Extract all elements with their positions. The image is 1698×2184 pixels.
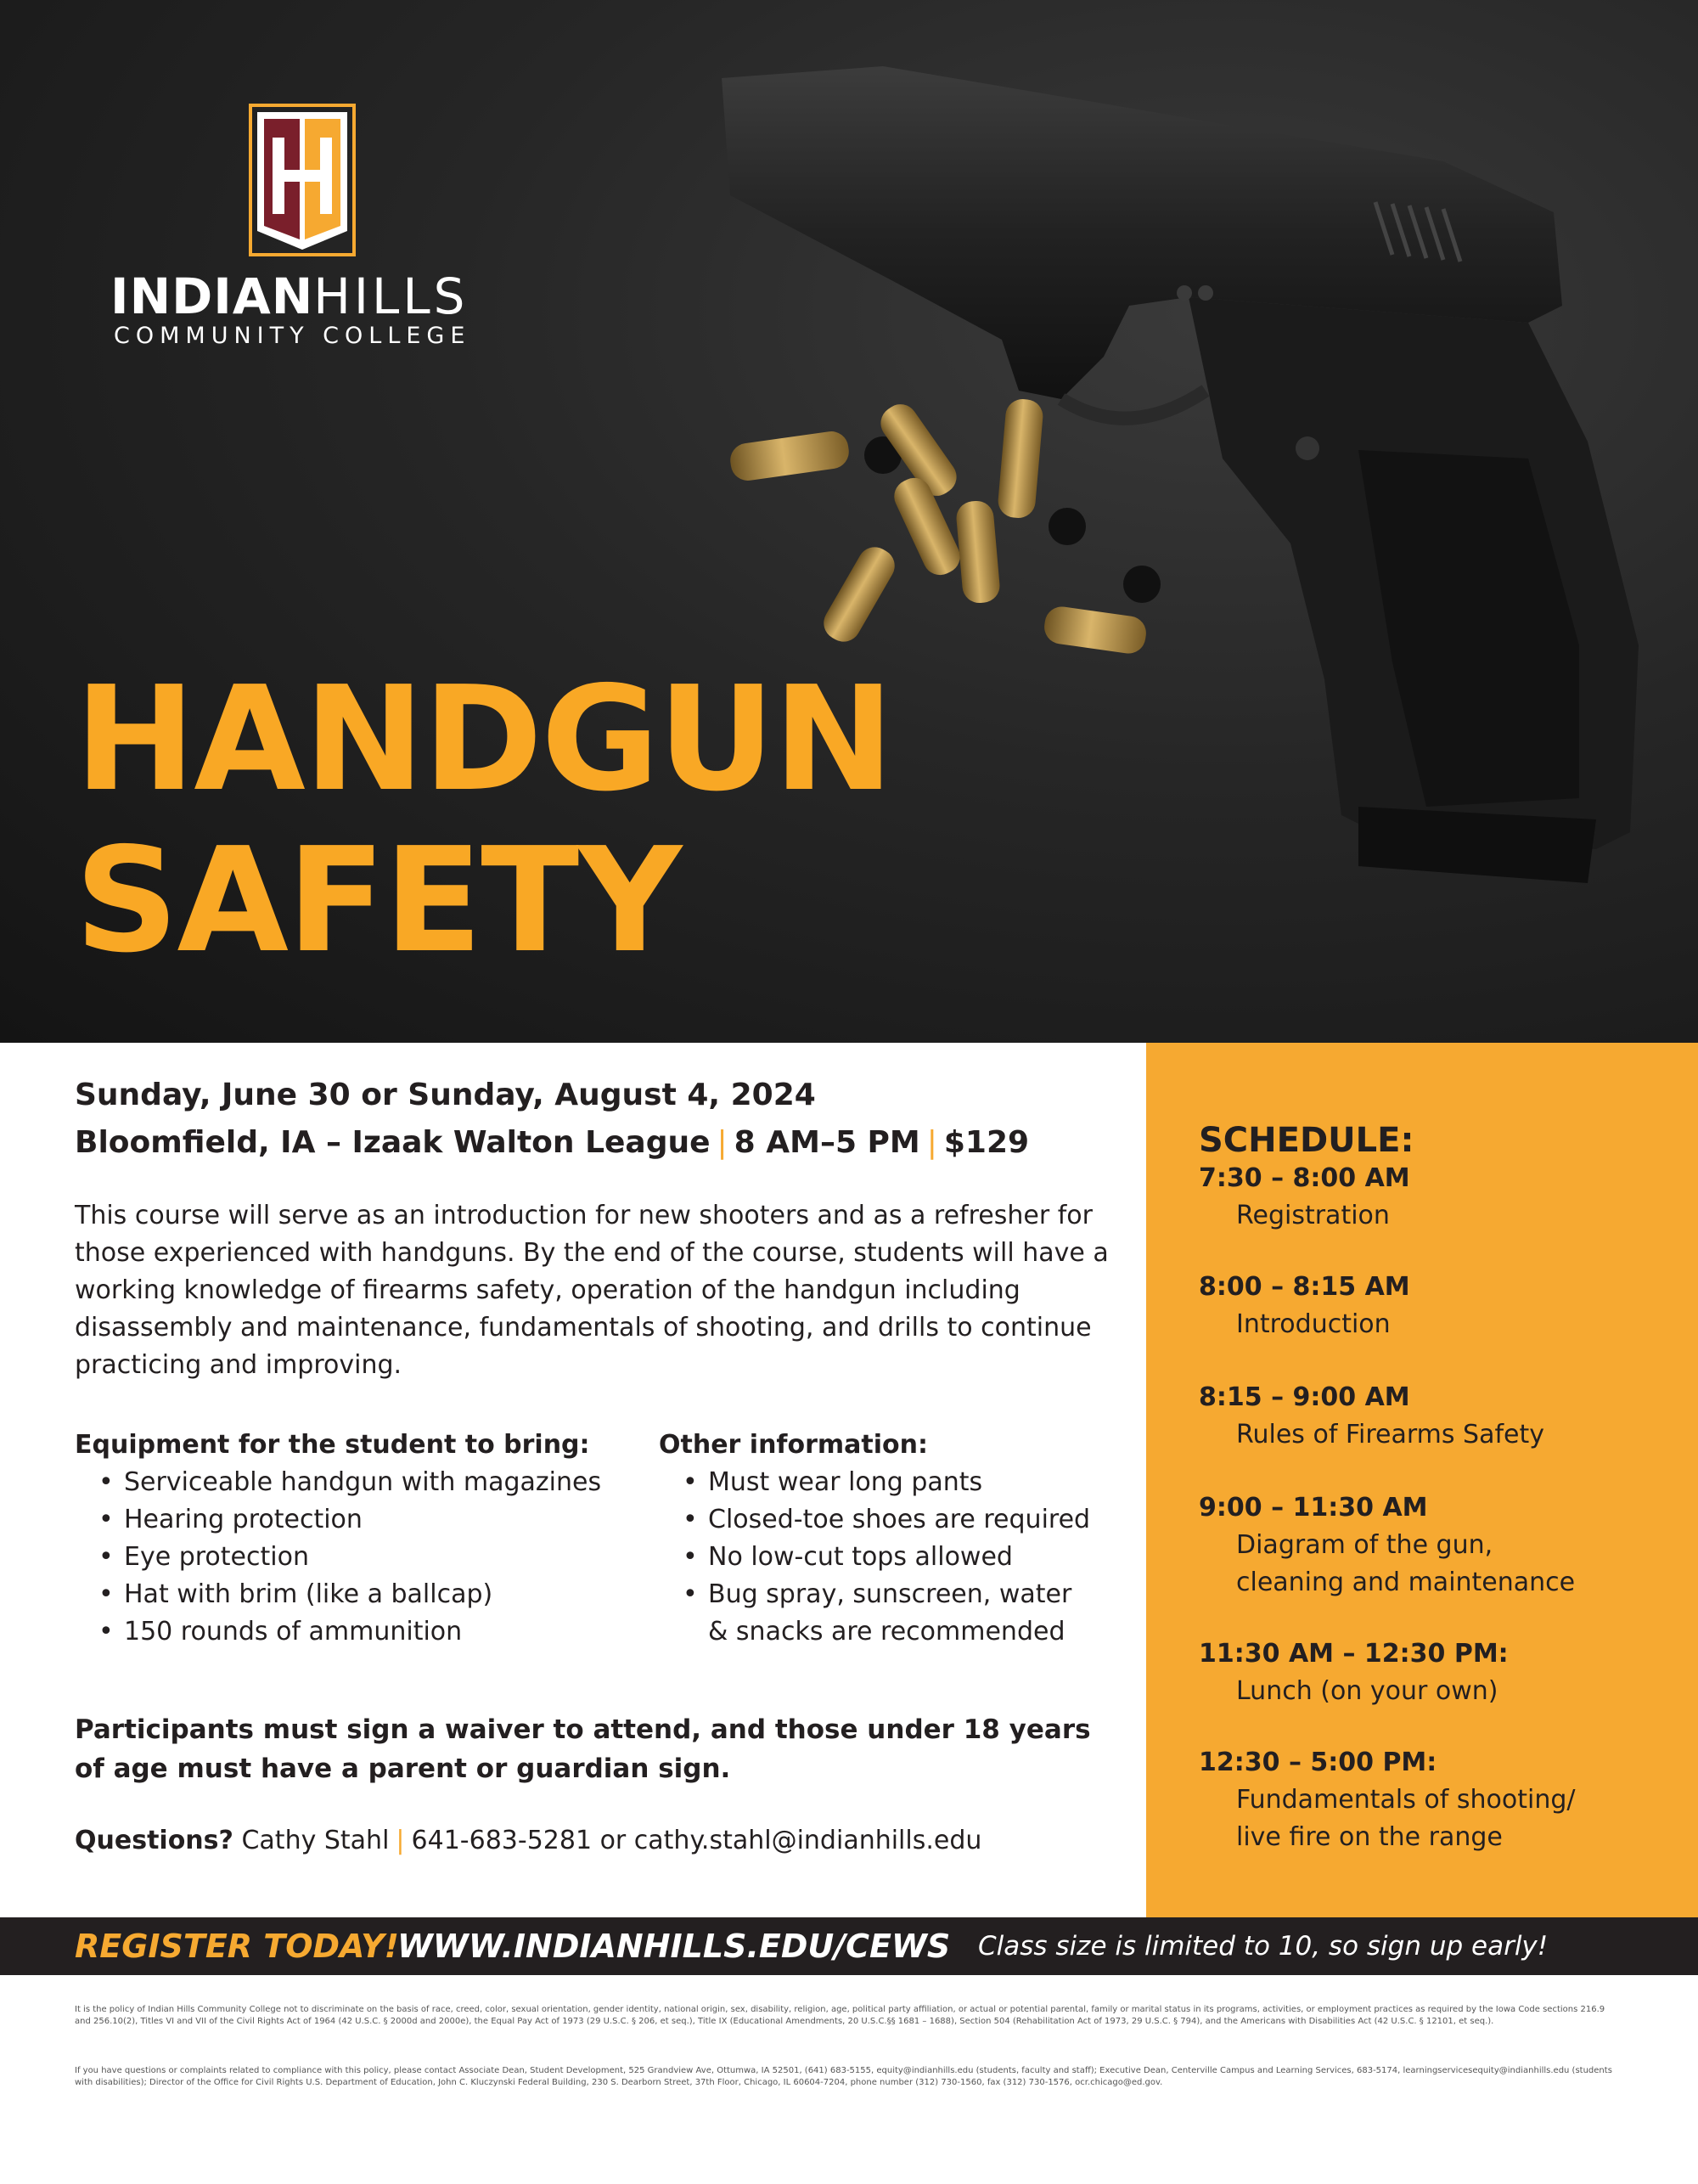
schedule-item <box>1199 1379 1683 1454</box>
event-dates: Sunday, June 30 or Sunday, August 4, 2024 <box>75 1078 816 1112</box>
list-item: • Closed-toe shoes are required <box>708 1501 1134 1539</box>
page-title <box>75 656 893 985</box>
schedule-desc: Rules of Firearms Safety <box>1236 1420 1545 1449</box>
course-details <box>75 1072 1119 1855</box>
other-info-list <box>659 1464 1134 1651</box>
schedule-desc: Diagram of the gun, cleaning and maintenance <box>1236 1530 1576 1597</box>
schedule-time: 8:00 – 8:15 AM <box>1199 1272 1410 1302</box>
separator: | <box>396 1826 405 1855</box>
list-item: • Must wear long pants <box>708 1464 1134 1501</box>
college-logo <box>110 104 501 358</box>
college-name <box>110 267 469 325</box>
schedule-panel <box>1146 1043 1698 1917</box>
schedule-desc: Introduction <box>1236 1309 1391 1339</box>
schedule-time: 11:30 AM – 12:30 PM: <box>1199 1639 1509 1669</box>
schedule-time: 9:00 – 11:30 AM <box>1199 1493 1428 1523</box>
equipment-title: Equipment for the student to bring: <box>75 1430 590 1460</box>
college-name-light: HILLS <box>313 267 469 325</box>
schedule-item <box>1199 1635 1683 1710</box>
schedule-time: 7:30 – 8:00 AM <box>1199 1163 1410 1193</box>
questions-label: Questions? <box>75 1826 233 1855</box>
schedule-item <box>1199 1489 1683 1601</box>
register-url-link[interactable]: WWW.INDIANHILLS.EDU/CEWS <box>397 1928 951 1965</box>
schedule-desc: Lunch (on your own) <box>1236 1676 1498 1706</box>
equipment-list <box>75 1464 661 1651</box>
contact-details[interactable]: 641-683-5281 or cathy.stahl@indianhills.edu <box>411 1826 982 1855</box>
college-name-bold: INDIAN <box>110 267 314 325</box>
list-item: • Bug spray, sunscreen, water & snacks are recommended <box>708 1576 1134 1651</box>
list-item: • Hearing protection <box>124 1501 661 1539</box>
hero-banner <box>0 0 1698 1043</box>
event-time: 8 AM–5 PM <box>734 1125 920 1160</box>
title-line-1: HANDGUN <box>75 656 893 824</box>
other-info-section <box>659 1427 1134 1651</box>
class-size-note: Class size is limited to 10, so sign up early! <box>978 1931 1549 1962</box>
list-item: • Eye protection <box>124 1539 661 1576</box>
event-location-line <box>75 1119 1119 1167</box>
register-bar <box>0 1917 1698 1975</box>
schedule-desc: Fundamentals of shooting/ live fire on the range <box>1236 1785 1576 1852</box>
indian-hills-logo-icon <box>249 104 356 256</box>
separator: | <box>717 1125 728 1160</box>
schedule-time: 8:15 – 9:00 AM <box>1199 1382 1410 1412</box>
schedule-item <box>1199 1160 1683 1235</box>
course-description: This course will serve as an introduction for new shooters and as a refresher for those experienced with handguns. By the end of the course, students will have a working knowledge of firearms safety, operation of the handgun including disassembly and maintenance, fundamentals of shooting, and drills to continue practicing and improving. <box>75 1201 1109 1380</box>
schedule-item <box>1199 1269 1683 1343</box>
nondiscrimination-statement: It is the policy of Indian Hills Community College not to discriminate on the basis of race, creed, color, sexual orientation, gender identity, national origin, sex, disability, religion, age, political party affiliation, or actual or potential parental, family or marital status in its programs, activities, or employment practices as required by the Iowa Code sections 216.9 and 256.10(2), Titles VI and VII of the Civil Rights Act of 1964 (42 U.S.C. § 2000d and 2000e), the Equal Pay Act of 1973 (29 U.S.C. § 206, et seq.), Title IX (Educational Amendments, 20 U.S.C.§§ 1681 – 1688), Section 504 (Rehabilitation Act of 1973, 29 U.S.C. § 794), and the Americans with Disabilities Act (42 U.S.C. § 12101, et seq.). <box>75 2005 1605 2026</box>
list-item: • No low-cut tops allowed <box>708 1539 1134 1576</box>
register-cta: REGISTER TODAY! <box>75 1928 399 1965</box>
contact-name: Cathy Stahl <box>241 1826 390 1855</box>
ammunition-cartridges <box>728 397 1161 656</box>
schedule-desc: Registration <box>1236 1201 1390 1230</box>
event-location: Bloomfield, IA – Izaak Walton League <box>75 1125 711 1160</box>
separator: | <box>926 1125 937 1160</box>
other-info-title: Other information: <box>659 1430 928 1460</box>
title-line-2: SAFETY <box>75 817 681 985</box>
schedule-time: 12:30 – 5:00 PM: <box>1199 1748 1437 1777</box>
event-price: $129 <box>943 1125 1030 1160</box>
list-item: • Hat with brim (like a ballcap) <box>124 1576 661 1613</box>
schedule-item <box>1199 1744 1683 1856</box>
questions-contact <box>75 1822 981 1860</box>
college-subtitle: COMMUNITY COLLEGE <box>114 323 471 349</box>
equipment-section <box>75 1427 661 1651</box>
compliance-contact-statement: If you have questions or complaints related to compliance with this policy, please contact Associate Dean, Student Development, 525 Grandview Ave, Ottumwa, IA 52501, (641) 683-5155, equity@indianhills.edu (students, faculty and staff); Executive Dean, Centerville Campus and Learning Services, 683-5174, learningservicesequity@indianhills.edu (students with disabilities); Director of the Office for Civil Rights U.S. Department of Education, John C. Kluczynski Federal Building, 230 S. Dearborn Street, 37th Floor, Chicago, IL 60604-7204, phone number (312) 730-1560, fax (312) 730-1576, ocr.chicago@ed.gov. <box>75 2066 1612 2087</box>
list-item: • Serviceable handgun with magazines <box>124 1464 661 1501</box>
list-item: • 150 rounds of ammunition <box>124 1613 661 1651</box>
schedule-title: SCHEDULE: <box>1199 1121 1414 1160</box>
waiver-notice: Participants must sign a waiver to attend, and those under 18 years of age must have a parent or guardian sign. <box>75 1714 1091 1784</box>
